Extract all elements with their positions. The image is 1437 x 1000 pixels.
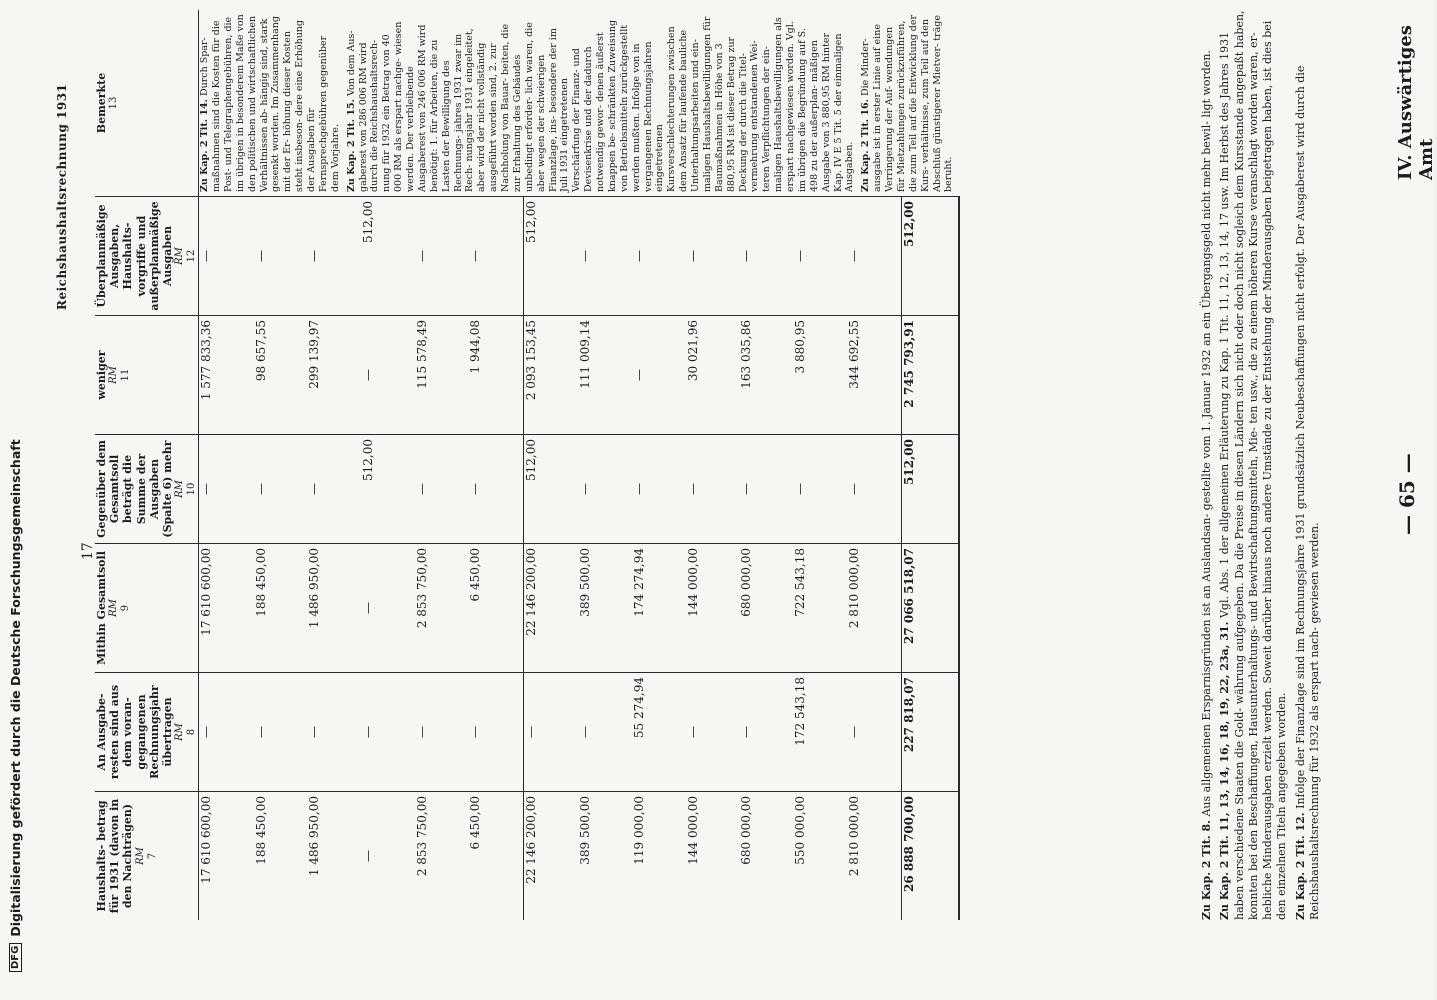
cell-c12: — <box>686 197 740 316</box>
note-text: Vgl. Abs. 1 der allgemeinen Erläuterung zu Kap. 1 Tit. 11, 12, 13, 14, 17 usw. Im Herbst des Jahres 1931 haben verschiedene Staaten die Gold- währung aufgegeben. Da die Preise in diesen Ländern sich nicht oder doch nicht sogleich dem Kursstande angepaßt haben, konnten bei den Beschaffungen, Hausunterhaltungs- und Bewirtschaftungsmitteln, Mie- ten usw., die zu einem höheren Kurse veranschlagt worden waren, er- hebliche Minderausgaben erzielt werden. Soweit darüber hinaus noch andere Umstände zu der Entstehung der Minderausgaben beigetragen haben, ist dies bei den einzelnen Titeln angegeben worden. <box>1218 10 1289 920</box>
table-header-row <box>95 10 199 920</box>
cell-c12: — <box>847 197 902 316</box>
cell-c10: — <box>254 435 308 544</box>
cell-c9: 6 450,00 <box>468 544 523 673</box>
cell-c9: 722 543,18 <box>793 544 847 673</box>
note-text: Infolge der Finanzlage sind im Rechnungsjahre 1931 grundsätzlich Neubeschaffungen nicht erfolgt. Der Ausgaberest wird durch die Reichshaushaltsrechnung für 1932 als erspart nach- gewiesen werden. <box>1293 65 1322 920</box>
cell-c8: — <box>847 673 902 792</box>
cell-c11: 2 745 793,91 <box>902 316 960 435</box>
cell-c8: — <box>468 673 523 792</box>
remark-block <box>860 14 955 192</box>
note-head: Zu Kap. 2 Tit. 11, 13, 14, 16, 18, 19, 22, 23a, 31. <box>1218 621 1232 920</box>
cell-c10: — <box>847 435 902 544</box>
cell-c11: 3 880,95 <box>793 316 847 435</box>
cell-c10: — <box>468 435 523 544</box>
cell-c12: 512,00 <box>902 197 960 316</box>
cell-c12: 512,00 <box>523 197 578 316</box>
cell-c7: 188 450,00 <box>253 796 268 865</box>
cell-c12: — <box>578 197 632 316</box>
cell-c12: — <box>307 197 361 316</box>
cell-c7: 17 610 600,00 <box>199 796 214 884</box>
cell-c9: 680 000,00 <box>739 544 793 673</box>
cell-c12: — <box>632 197 686 316</box>
note-text: Aus allgemeinen Ersparnisgründen ist an Auslandsan- gestellte vom 1. Januar 1932 an ein Übergangsgeld nicht mehr bewil- ligt worden. <box>1200 50 1213 817</box>
note-block <box>1200 10 1214 920</box>
remark-block <box>199 14 342 192</box>
cell-c8: — <box>415 673 469 792</box>
cell-c7: 22 146 200,00 <box>523 792 578 921</box>
cell-c7: 680 000,00 <box>739 796 754 865</box>
cell-c11: 115 578,49 <box>415 316 469 435</box>
note-head: Zu Kap. 2 Tit. 12. <box>1293 812 1307 920</box>
col-12-header: Überplanmäßige Ausgaben, Haushalts- vorgriffe und außerplanmäßige Ausgaben RM 12 <box>95 197 199 316</box>
cell-c11: 163 035,86 <box>739 316 793 435</box>
cell-c9: 2 853 750,00 <box>415 544 469 673</box>
cell-c9: 27 066 518,07 <box>902 544 960 673</box>
cell-c8: — <box>361 673 415 792</box>
cell-c8: — <box>307 673 361 792</box>
cell-c7: 550 000,00 <box>792 796 807 865</box>
funding-note: Digitalisierung gefördert durch die Deutsche Forschungsgemeinschaft <box>7 439 23 937</box>
cell-c8: 172 543,18 <box>793 673 847 792</box>
cell-c12: — <box>415 197 469 316</box>
notes-section <box>1200 10 1326 920</box>
cell-c12: — <box>254 197 308 316</box>
dfg-logo: DFG <box>9 943 22 972</box>
remark-head: Zu Kap. 2 Tit. 14. <box>199 99 211 192</box>
cell-c10: 512,00 <box>902 435 960 544</box>
cell-c7: 119 000,00 <box>631 796 646 865</box>
cell-c9: 22 146 200,00 <box>523 544 578 673</box>
cell-c8: 227 818,07 <box>902 673 960 792</box>
cell-c10: 512,00 <box>523 435 578 544</box>
col-13-header: Bemerkte 13 <box>95 10 199 197</box>
remark-text: Die Minder- ausgabe ist in erster Linie auf eine Verringerung der Auf- wendungen für Mietzahlungen zurückzuführen, die zum Teil auf die Entwicklung der Kurs- verhältnisse, zum Teil auf den Abschluß günstigerer Mietver- träge beruht. <box>860 14 955 192</box>
col-11-header: weniger RM 11 <box>95 316 199 435</box>
cell-c7: 2 853 750,00 <box>414 796 429 877</box>
col-7-header: Haushalts- betrag für 1931 (davon in den Nachträgen) RM 7 <box>95 792 199 921</box>
cell-c9: 188 450,00 <box>254 544 308 673</box>
cell-c7: 144 000,00 <box>685 796 700 865</box>
running-head: Reichshaushaltsrechnung 1931 <box>55 83 69 310</box>
cell-c8: — <box>739 673 793 792</box>
cell-c7: 6 450,00 <box>468 796 483 850</box>
cell-c9: 144 000,00 <box>686 544 740 673</box>
cell-c9: 1 486 950,00 <box>307 544 361 673</box>
col-8-header: An Ausgabe- resten sind aus dem voran- gegangenen Rechnungsjahr übertragen RM 8 <box>95 673 199 792</box>
cell-c7: 1 486 950,00 <box>307 796 322 877</box>
cell-c11: 98 657,55 <box>254 316 308 435</box>
cell-c12: — <box>793 197 847 316</box>
note-block <box>1218 10 1289 920</box>
cell-c11: 30 021,96 <box>686 316 740 435</box>
remark-text: Durch Spar- maßnahmen sind die Kosten für die Post- und Telegraphengebühren, die im übrigen in besonderem Maße von den politischen und wirtschaftlichen Verhältnissen ab- hängig sind, stark gesenkt worden. Im Zusammenhang mit der Er- höhung dieser Kosten steht insbeson- dere eine Erhöhung der Ausgaben für Fernsprechgebühren gegenüber dem Vorjahre. <box>199 14 341 192</box>
cell-c12: — <box>199 197 254 316</box>
table-row <box>199 10 254 920</box>
cell-c8: 55 274,94 <box>632 673 686 792</box>
cell-c11: 299 139,97 <box>307 316 361 435</box>
table-body <box>199 10 960 920</box>
cell-c10: — <box>686 435 740 544</box>
cell-c8: — <box>686 673 740 792</box>
cell-c8: — <box>254 673 308 792</box>
cell-c7: 2 810 000,00 <box>846 796 861 877</box>
note-block <box>1294 10 1323 920</box>
cell-c10: — <box>739 435 793 544</box>
remark-head: Zu Kap. 2 Tit. 16. <box>860 99 872 192</box>
sheet-number: — 65 — <box>1395 453 1419 535</box>
cell-c10: — <box>307 435 361 544</box>
cell-c10: — <box>199 435 254 544</box>
cell-c11: 1 944,08 <box>468 316 523 435</box>
cell-c12: — <box>739 197 793 316</box>
cell-c10: — <box>793 435 847 544</box>
cell-c11: — <box>632 316 686 435</box>
cell-c9: 389 500,00 <box>578 544 632 673</box>
cell-c8: — <box>523 673 578 792</box>
cell-c7: 26 888 700,00 <box>902 792 960 921</box>
cell-c10: — <box>415 435 469 544</box>
cell-c9: 174 274,94 <box>632 544 686 673</box>
col-9-header: Mithin Gesamtsoll RM 9 <box>95 544 199 673</box>
funding-footer <box>0 0 30 1000</box>
cell-remarks <box>199 10 960 197</box>
cell-c8: — <box>578 673 632 792</box>
cell-c10: — <box>632 435 686 544</box>
section-title: IV. Auswärtiges Amt <box>1395 25 1437 180</box>
cell-c11: 344 692,55 <box>847 316 902 435</box>
budget-table <box>95 10 960 920</box>
cell-c8: — <box>199 673 254 792</box>
cell-c10: — <box>578 435 632 544</box>
page-number: 17 <box>80 542 96 560</box>
cell-c10: 512,00 <box>361 435 415 544</box>
cell-c11: — <box>361 316 415 435</box>
cell-c9: 17 610 600,00 <box>199 544 254 673</box>
col-10-header: Gegenüber dem Gesamtsoll beträgt die Summe der Ausgaben (Spalte 6) mehr RM 10 <box>95 435 199 544</box>
cell-c9: — <box>361 544 415 673</box>
cell-c11: 111 009,14 <box>578 316 632 435</box>
cell-c12: — <box>468 197 523 316</box>
note-head: Zu Kap. 2 Tit. 8. <box>1200 820 1213 920</box>
cell-c7: — <box>360 850 375 862</box>
cell-c9: 2 810 000,00 <box>847 544 902 673</box>
cell-c12: 512,00 <box>361 197 415 316</box>
remark-text: Von dem Aus- gaberest von 286 006 RM wird durch die Reichshaushaltsrech- nung für 1932 ein Betrag von 40 000 RM als erspart nachge- wiesen werden. Der verbleibende Ausgaberest von 246 006 RM wird benötigt: 1. für Arbeiten, die zu Lasten der Bewilligung des Rechnungs- jahres 1931 zwar im Rech- nungsjahr 1931 eingeleitet, aber wird der nicht vollständig ausgeführt worden sind, 2. zur Nachholung von Bauar- beiten, die zur Erhaltung des Gebäudes unbedingt erforder- lich waren, die aber wegen der schwierigen Finanzlage, ins- besondere der im Juli 1931 eingetretenen Verschärfung der Finanz- und Devisenkrise und der dadurch notwendig gewor- denen äußerst knappen be- schränkten Zuweisung von Betriebsmitteln zurückgestellt werden mußten. Infolge von in vergangenen Rechnungsjahren eingetretenen Kursverschlechterungen zwischen dem Ansatz für laufende bauliche Unterhaltungsarbeiten und ein- maligen Haushaltsbewilligungen für Baumaßnahmen in Höhe von 3 880,95 RM ist dieser Betrag zur Deckung der durch die Titel- vermehrung entstandenen Wei- teren Verpflichtungen der ein- maligen Haushaltsbewilligungen als erspart nachgewiesen worden. Vgl. im übrigen die Begründung auf S. 498 zu der außerplan- mäßigen Ausgabe von 3 880,95 RM hinter Kap. IV E 5 Tit. 5 der einmaligen Ausgaben. <box>345 16 856 192</box>
remark-head: Zu Kap. 2 Tit. 15. <box>345 99 357 192</box>
cell-c7: 389 500,00 <box>578 796 593 865</box>
remark-block <box>346 14 857 192</box>
cell-c11: 1 577 833,36 <box>199 316 254 435</box>
cell-c11: 2 093 153,45 <box>523 316 578 435</box>
